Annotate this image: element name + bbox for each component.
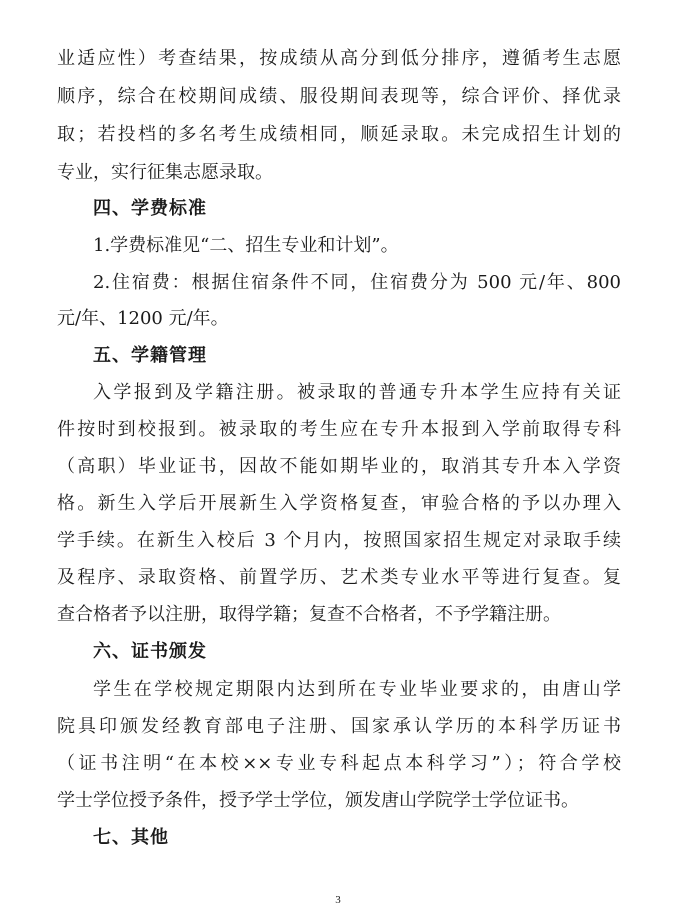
section-heading-other: 七、其他 [93,827,169,848]
page-number: 3 [335,894,341,906]
body-line: 元/年、1200 元/年。 [57,308,229,329]
body-line: 院具印颁发经教育部电子注册、国家承认学历的本科学历证书 [57,716,621,737]
section-heading-tuition: 四、学费标准 [93,198,207,219]
body-line: 业适应性）考查结果，按成绩从高分到低分排序，遵循考生志愿 [57,48,621,69]
body-line: 2.住宿费：根据住宿条件不同，住宿费分为 500 元/年、800 [93,272,621,293]
body-line: 件按时到校报到。被录取的考生应在专升本报到入学前取得专科 [57,419,621,440]
section-heading-certificate: 六、证书颁发 [93,641,207,662]
body-line: 查合格者予以注册，取得学籍；复查不合格者，不予学籍注册。 [57,604,561,625]
section-heading-enrollment: 五、学籍管理 [93,345,207,366]
body-line: （证书注明“在本校××专业专科起点本科学习”）；符合学校 [57,753,621,774]
body-line: （高职）毕业证书，因故不能如期毕业的，取消其专升本入学资 [57,456,621,477]
body-line: 入学报到及学籍注册。被录取的普通专升本学生应持有关证 [93,382,621,403]
body-line: 顺序，综合在校期间成绩、服役期间表现等，综合评价、择优录 [57,86,621,107]
body-line: 专业，实行征集志愿录取。 [57,162,273,183]
body-line: 学手续。在新生入校后 3 个月内，按照国家招生规定对录取手续 [57,530,621,551]
body-line: 1.学费标准见“二、招生专业和计划”。 [93,235,399,256]
body-line: 学士学位授予条件，授予学士学位，颁发唐山学院学士学位证书。 [57,790,579,811]
body-line: 取；若投档的多名考生成绩相同，顺延录取。未完成招生计划的 [57,124,621,145]
body-line: 学生在学校规定期限内达到所在专业毕业要求的，由唐山学 [93,679,621,700]
body-line: 及程序、录取资格、前置学历、艺术类专业水平等进行复查。复 [57,567,621,588]
body-line: 格。新生入学后开展新生入学资格复查，审验合格的予以办理入 [57,493,621,514]
